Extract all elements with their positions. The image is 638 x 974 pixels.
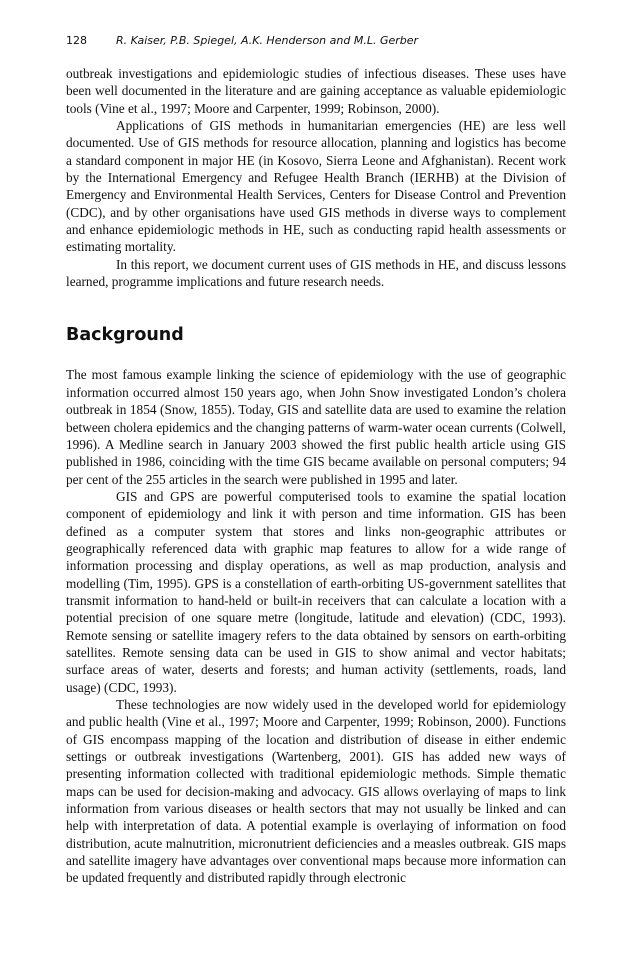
intro-paragraph: In this report, we document current uses of GIS methods in HE, and discuss lessons learned, programme implications and future research needs. <box>66 256 566 290</box>
body-paragraph: GIS and GPS are powerful computerised tools to examine the spatial location component of epidemiology and link it with person and time information. GIS has been defined as a computer system that stores and links non-geographic attributes or geographically referenced data with graphic map features to allow for a wide range of information processing and display operations, as well as map production, analysis and modelling (Tim, 1995). GPS is a constellation of earth-orbiting US-government satellites that transmit information to hand-held or built-in receivers that can calculate a location with a potential precision of one square metre (longitude, latitude and elevation) (CDC, 1993). Remote sensing or satellite imagery refers to the data obtained by sensors on earth-orbiting satellites. Remote sensing data can be used in GIS to show animal and vector habitats; surface areas of water, deserts and forests; and human activity (settlements, roads, land usage) (CDC, 1993). <box>66 488 566 695</box>
running-head <box>66 34 566 47</box>
intro-section <box>66 65 566 290</box>
intro-paragraph: outbreak investigations and epidemiologic studies of infectious diseases. These uses have been well documented in the literature and are gaining acceptance as valuable epidemiologic tools (Vine et al., 1997; Moore and Carpenter, 1999; Robinson, 2000). <box>66 66 566 116</box>
running-head-authors: R. Kaiser, P.B. Spiegel, A.K. Henderson and M.L. Gerber <box>116 34 419 47</box>
page-number: 128 <box>66 34 87 47</box>
section-heading-background: Background <box>66 325 184 346</box>
intro-paragraph: Applications of GIS methods in humanitarian emergencies (HE) are less well documented. Use of GIS methods for resource allocation, planning and logistics has become a standard component in major HE (in Kosovo, Sierra Leone and Afghanistan). Recent work by the International Emergency and Refugee Health Branch (IERHB) at the Division of Emergency and Environmental Health Services, Centers for Disease Control and Prevention (CDC), and by other organisations have used GIS methods in diverse ways to complement and enhance epidemiologic methods in HE, such as conducting rapid health assessments or estimating mortality. <box>66 118 566 255</box>
background-section <box>66 366 566 886</box>
page <box>66 34 566 887</box>
body-paragraph: These technologies are now widely used in the developed world for epidemiology and public health (Vine et al., 1997; Moore and Carpenter, 1999; Robinson, 2000). Functions of GIS encompass mapping of the location and distribution of disease in either endemic settings or outbreak investigations (Wartenberg, 2001). GIS has added new ways of presenting information collected with traditional epidemiologic methods. Simple thematic maps can be used for decision-making and advocacy. GIS allows overlaying of maps to link information from various diseases or health sectors that may not usually be linked and can help with interpretation of data. A potential example is overlaying of information on food distribution, acute malnutrition, micronutrient deficiencies and a measles outbreak. GIS maps and satellite imagery have advantages over conventional maps because more information can be updated frequently and distributed rapidly through electronic <box>66 697 566 886</box>
body-paragraph: The most famous example linking the science of epidemiology with the use of geographic information occurred almost 150 years ago, when John Snow investigated London’s cholera outbreak in 1854 (Snow, 1855). Today, GIS and satellite data are used to examine the relation between cholera epidemics and the changing patterns of warm-water ocean currents (Colwell, 1996). A Medline search in January 2003 showed the first public health article using GIS published in 1986, coinciding with the time GIS became available on personal computers; 94 per cent of the 255 articles in the search were published in 1995 and later. <box>66 367 566 487</box>
